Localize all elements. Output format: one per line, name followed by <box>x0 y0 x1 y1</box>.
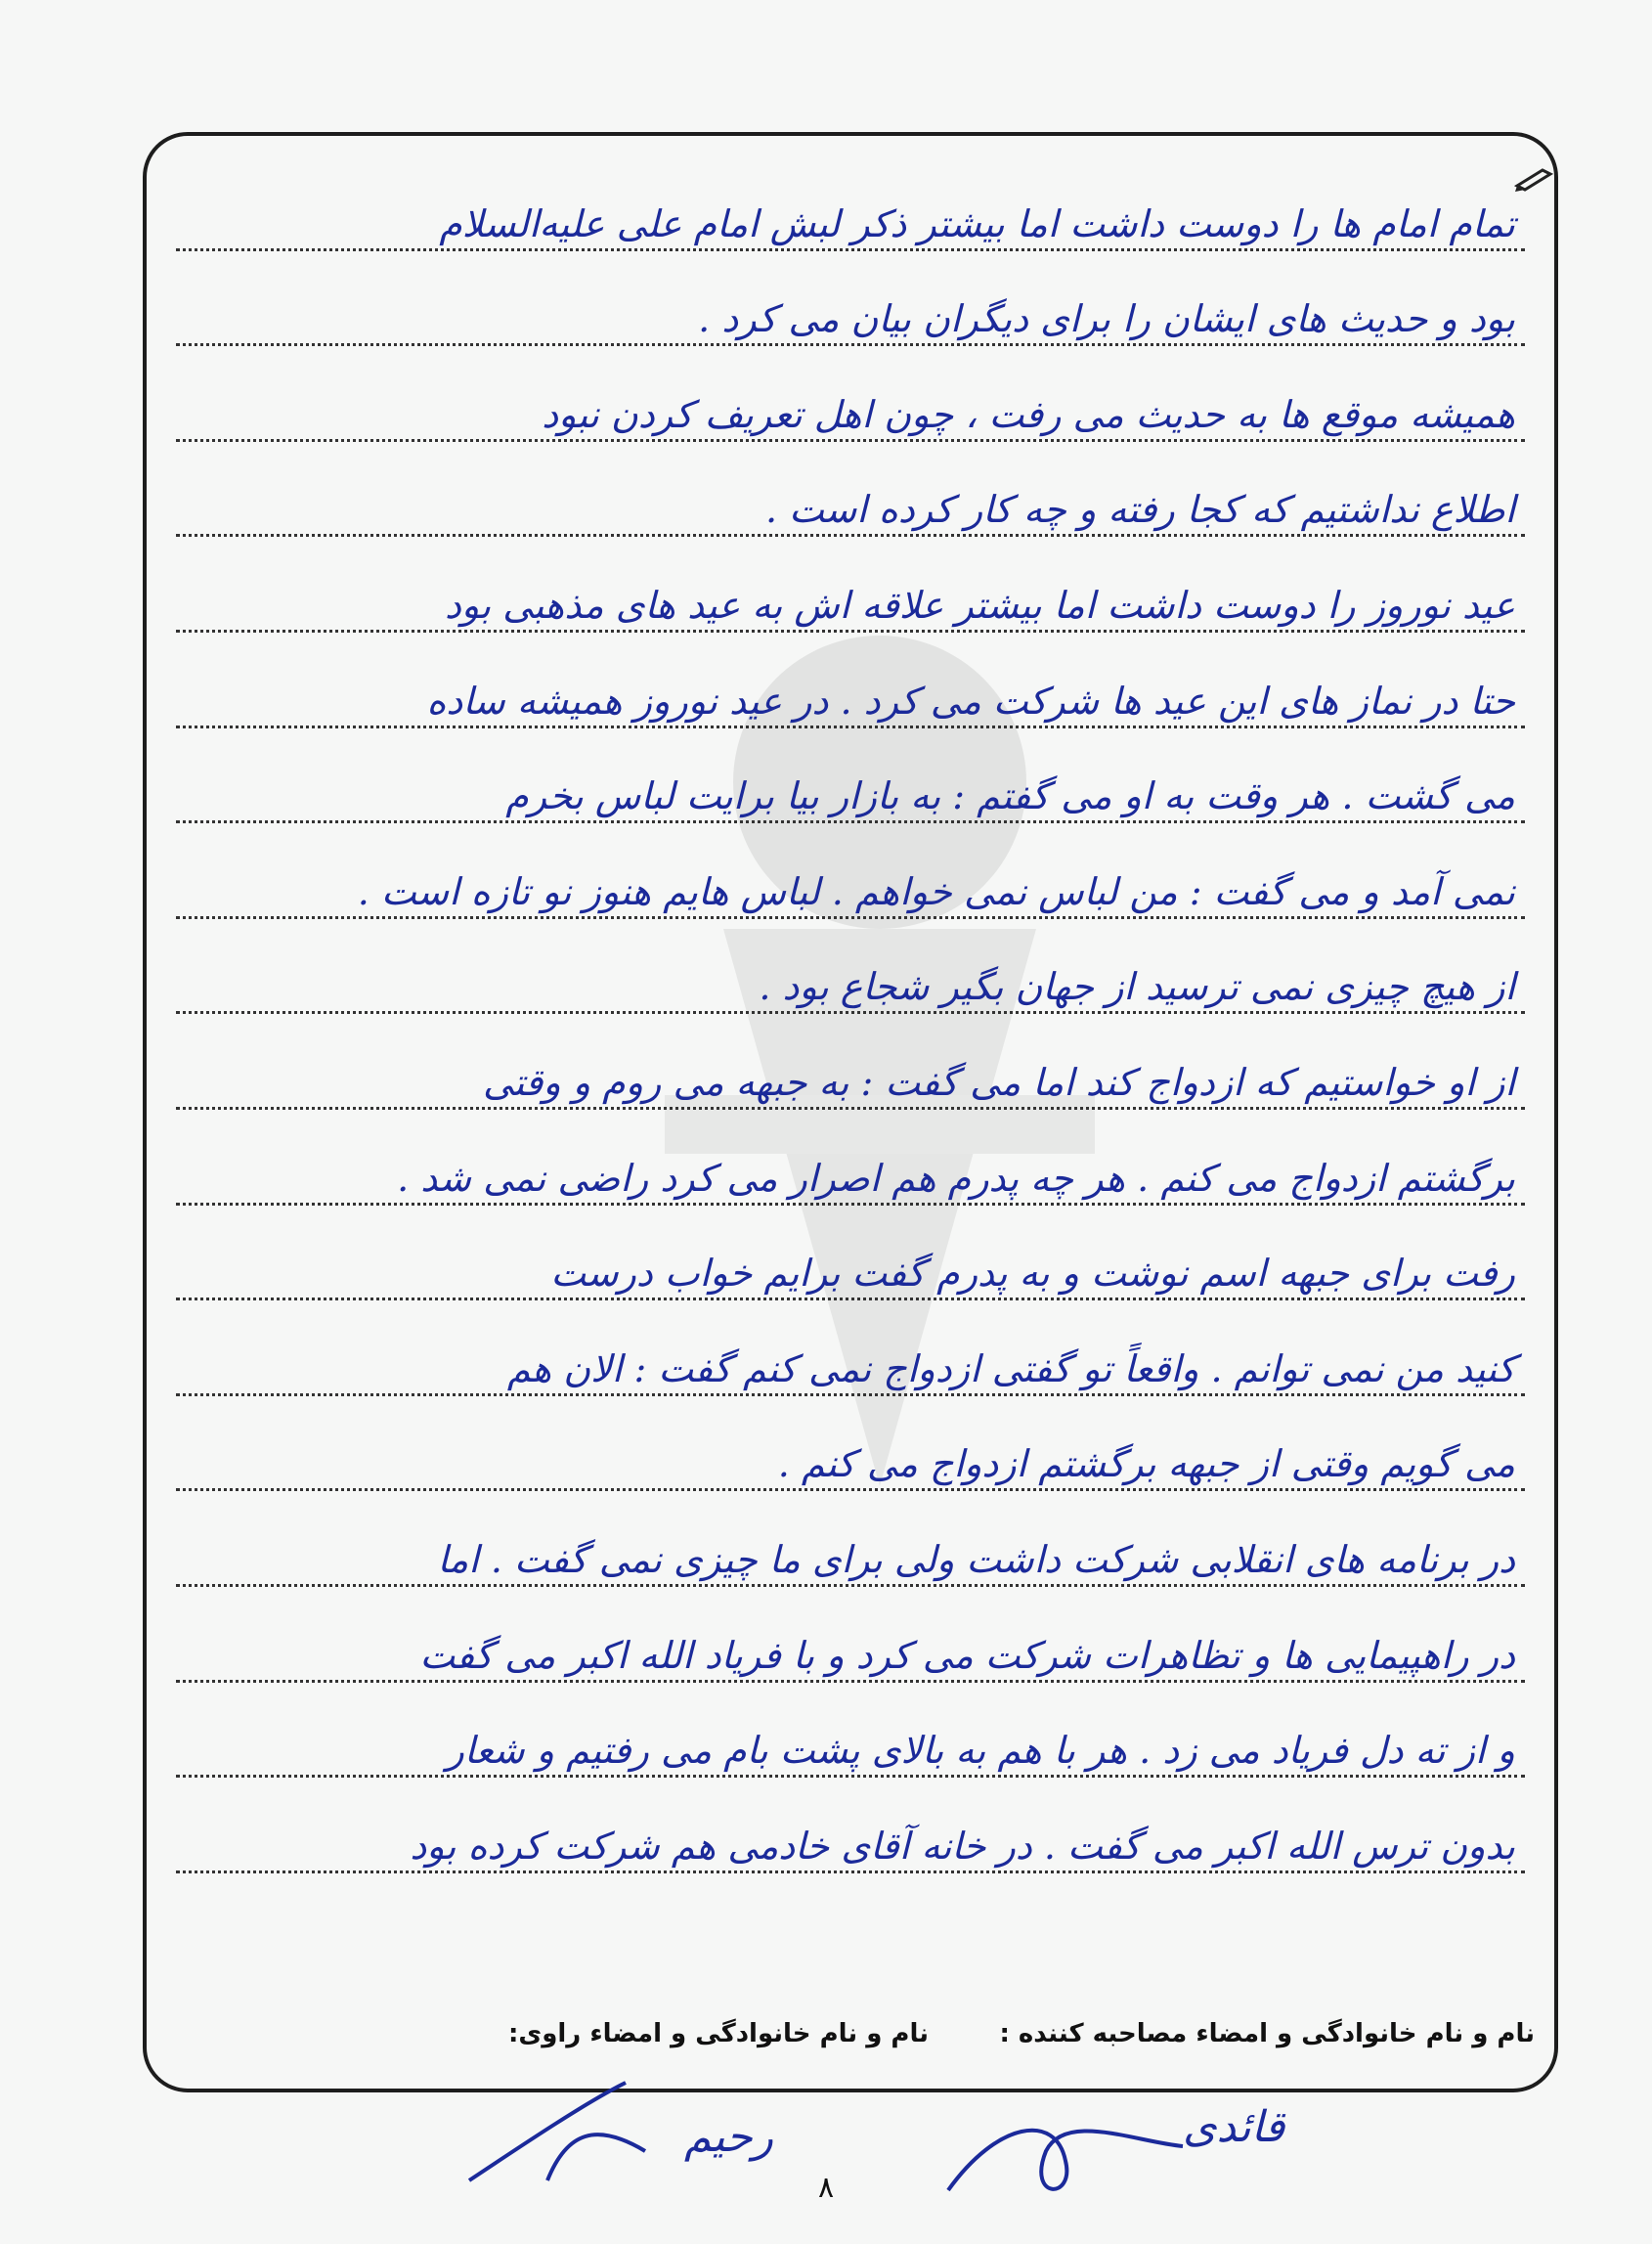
dotted-rule <box>176 1680 1525 1683</box>
text-line <box>176 552 1525 648</box>
text-line <box>176 744 1525 840</box>
handwritten-line-text: بدون ترس الله اکبر می گفت . در خانه آقای خادمی هم شرکت کرده بود <box>410 1824 1515 1868</box>
text-line <box>176 1507 1525 1603</box>
dotted-rule <box>176 1011 1525 1014</box>
dotted-rule <box>176 726 1525 728</box>
handwritten-line-text: بود و حدیث های ایشان را برای دیگران بیان می کرد . <box>698 297 1515 341</box>
handwritten-line-text: حتا در نماز های این عید ها شرکت می کرد . در عید نوروز همیشه ساده <box>426 679 1515 723</box>
narrator-signature-name: رحیم <box>684 2112 774 2162</box>
text-line <box>176 1603 1525 1698</box>
handwritten-line-text: می گشت . هر وقت به او می گفتم : به بازار بیا برایت لباس بخرم <box>505 774 1515 818</box>
text-line <box>176 267 1525 363</box>
handwritten-line-text: نمی آمد و می گفت : من لباس نمی خواهم . لباس هایم هنوز نو تازه است . <box>357 869 1515 913</box>
interviewer-signature-name: قائدی <box>1183 2102 1285 2152</box>
page-number: ۸ <box>817 2171 835 2205</box>
dotted-rule <box>176 1393 1525 1396</box>
dotted-rule <box>176 439 1525 442</box>
handwritten-line-text: اطلاع نداشتیم که کجا رفته و چه کار کرده است . <box>764 488 1515 532</box>
text-line <box>176 1030 1525 1125</box>
handwritten-line-text: عید نوروز را دوست داشت اما بیشتر علاقه اش به عید های مذهبی بود <box>444 583 1515 627</box>
handwritten-line-text: رفت برای جبهه اسم نوشت و به پدرم گفت برایم خواب درست <box>550 1252 1515 1296</box>
handwritten-line-text: تمام امام ها را دوست داشت اما بیشتر ذکر لبش امام علی علیه‌السلام <box>439 201 1515 245</box>
narrator-label: نام و نام خانوادگی و امضاء راوی: <box>508 2019 929 2048</box>
dotted-rule <box>176 820 1525 823</box>
handwritten-line-text: همیشه موقع ها به حدیث می رفت ، چون اهل تعریف کردن نبود <box>542 392 1515 436</box>
text-line <box>176 171 1525 267</box>
text-line <box>176 648 1525 744</box>
dotted-rule <box>176 1488 1525 1491</box>
interviewer-label: نام و نام خانوادگی و امضاء مصاحبه کننده : <box>999 2019 1535 2048</box>
dotted-rule <box>176 248 1525 251</box>
text-line <box>176 1793 1525 1889</box>
dotted-rule <box>176 1298 1525 1300</box>
dotted-rule <box>176 1584 1525 1587</box>
dotted-rule <box>176 1107 1525 1110</box>
handwritten-line-text: و از ته دل فریاد می زد . هر با هم به بالای پشت بام می رفتیم و شعار <box>446 1729 1515 1773</box>
text-line <box>176 839 1525 935</box>
dotted-rule <box>176 1203 1525 1206</box>
handwritten-line-text: برگشتم ازدواج می کنم . هر چه پدرم هم اصرار می کرد راضی نمی شد . <box>397 1156 1515 1200</box>
handwritten-line-text: در راهپیمایی ها و تظاهرات شرکت می کرد و با فریاد الله اکبر می گفت <box>419 1633 1515 1677</box>
handwritten-line-text: کنید من نمی توانم . واقعاً تو گفتی ازدواج نمی کنم گفت : الان هم <box>506 1346 1515 1390</box>
dotted-rule <box>176 534 1525 537</box>
dotted-rule <box>176 916 1525 919</box>
text-line <box>176 362 1525 458</box>
dotted-rule <box>176 343 1525 346</box>
dotted-rule <box>176 630 1525 633</box>
text-line <box>176 1698 1525 1794</box>
text-line <box>176 1316 1525 1412</box>
text-line <box>176 1412 1525 1508</box>
dotted-rule <box>176 1870 1525 1873</box>
handwritten-line-text: از هیچ چیزی نمی ترسید از جهان بگیر شجاع بود . <box>759 965 1515 1009</box>
handwritten-line-text: در برنامه های انقلابی شرکت داشت ولی برای ما چیزی نمی گفت . اما <box>437 1537 1515 1581</box>
text-line <box>176 935 1525 1031</box>
dotted-rule <box>176 1775 1525 1778</box>
handwritten-line-text: می گویم وقتی از جبهه برگشتم ازدواج می کنم . <box>777 1442 1515 1486</box>
text-line <box>176 1125 1525 1221</box>
handwritten-text-block <box>176 171 1525 1889</box>
text-line <box>176 458 1525 553</box>
text-line <box>176 1221 1525 1317</box>
handwritten-line-text: از او خواستیم که ازدواج کند اما می گفت : به جبهه می روم و وقتی <box>483 1060 1515 1104</box>
